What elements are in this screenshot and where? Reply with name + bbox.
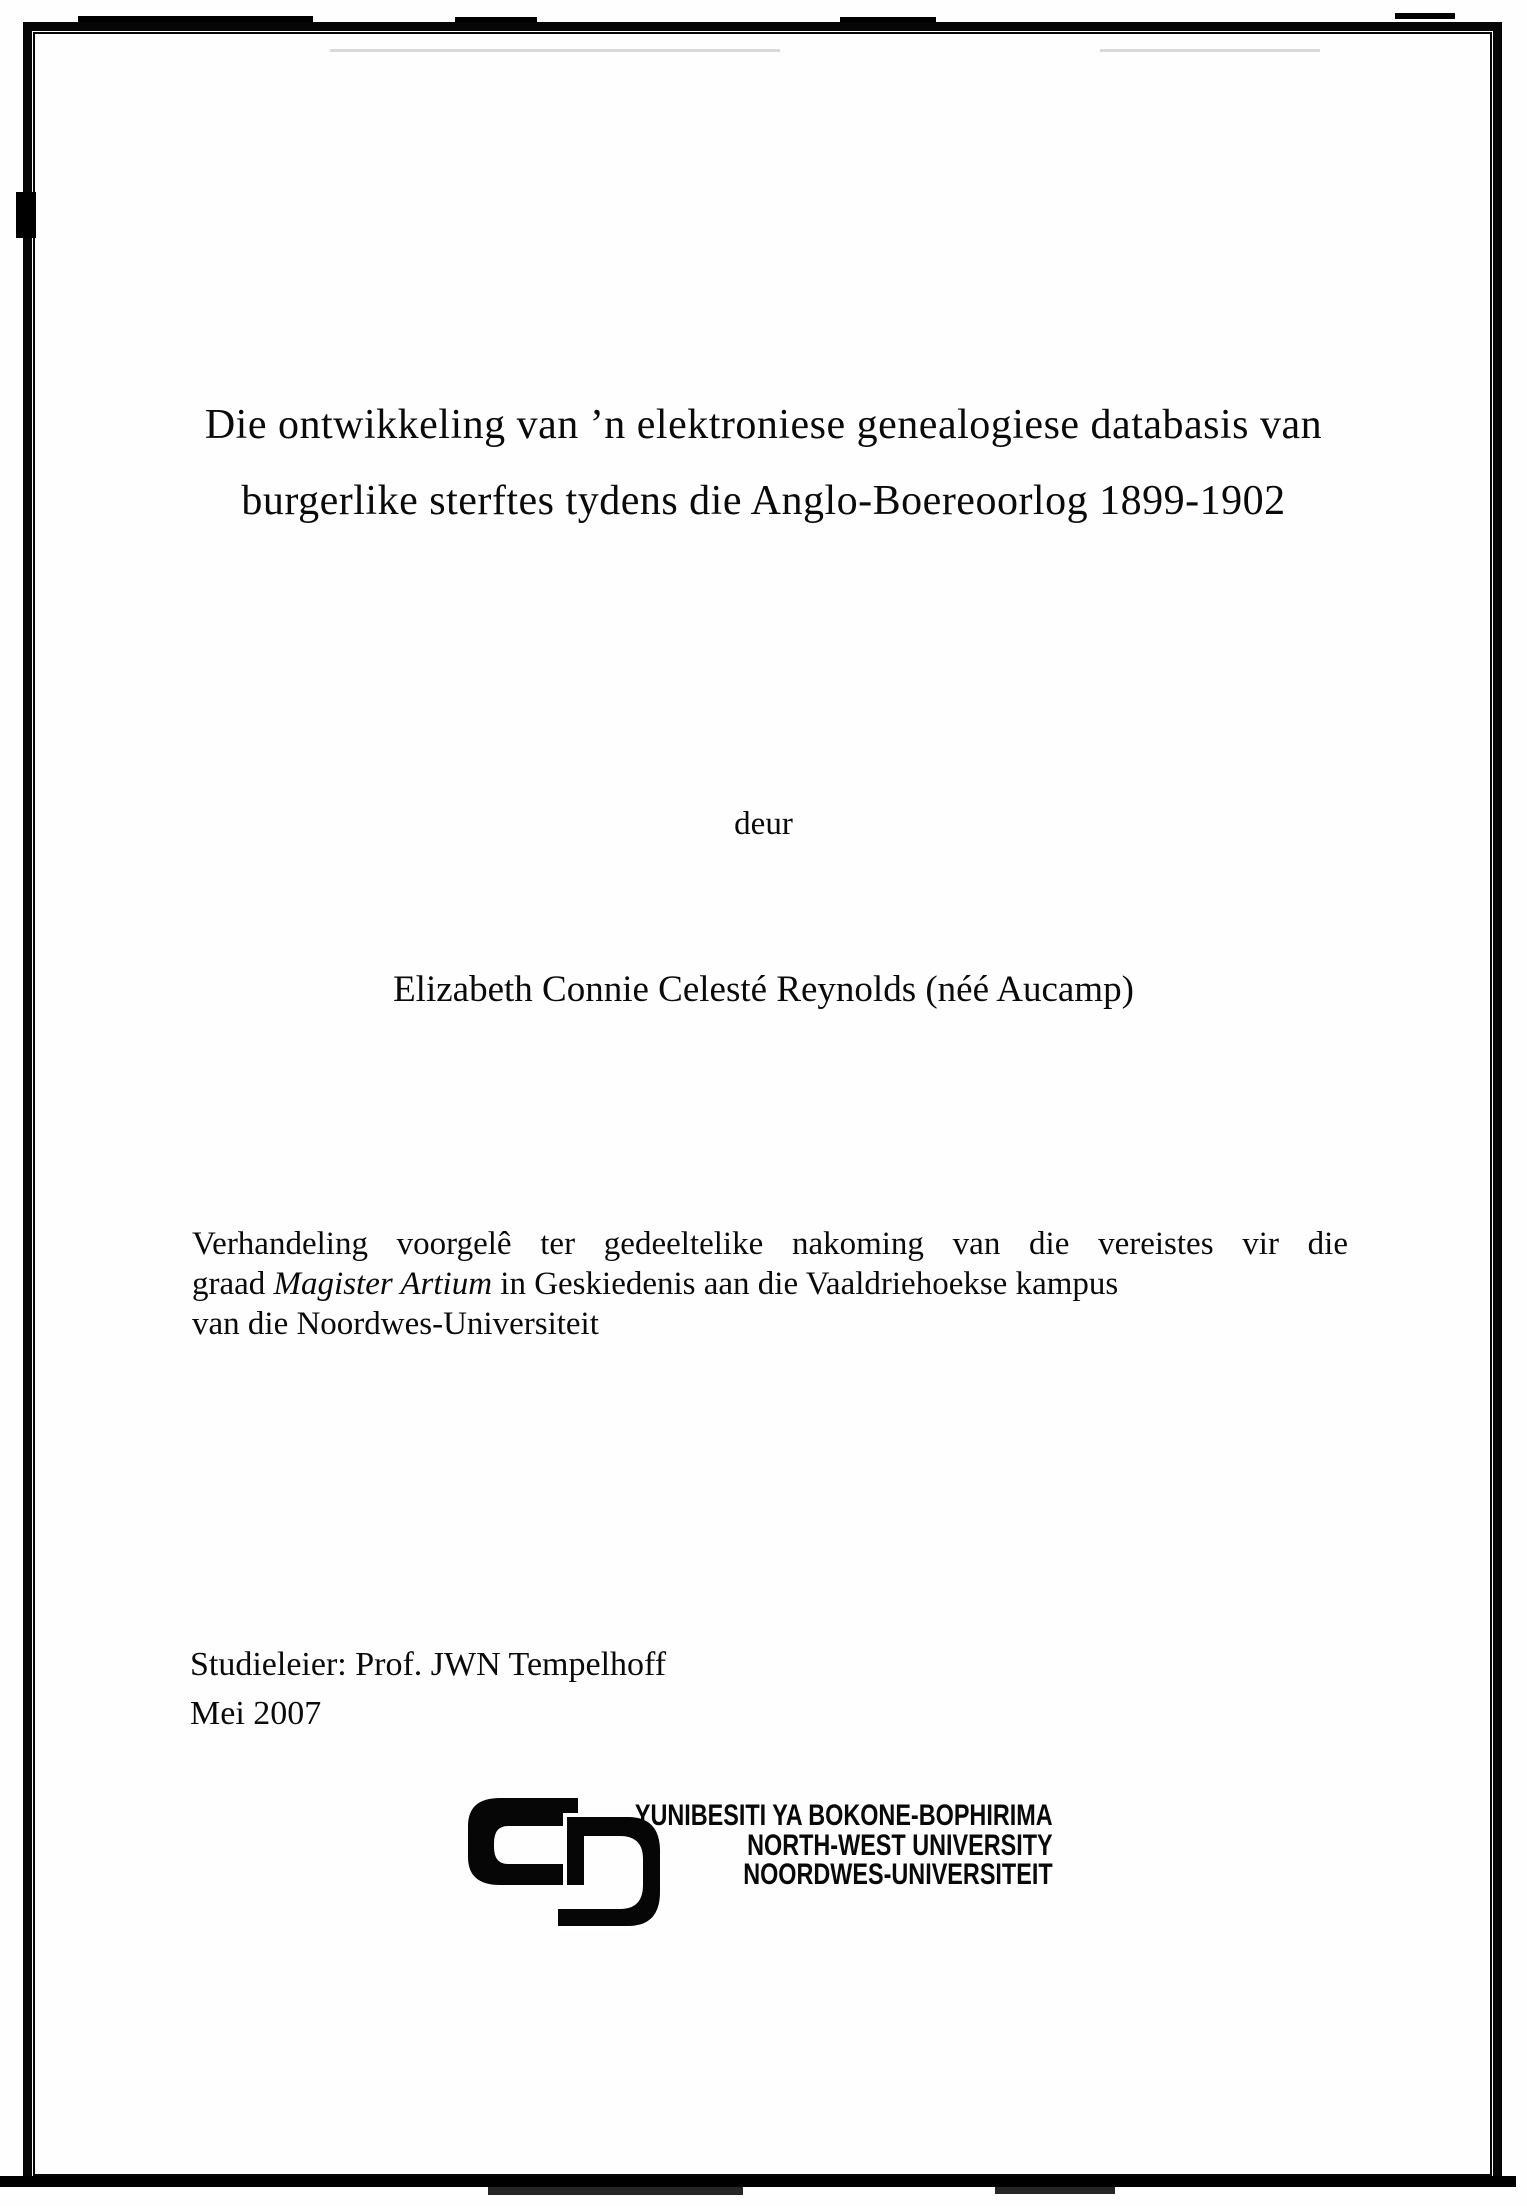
university-name-afrikaans: NOORDWES-UNIVERSITEIT: [743, 1858, 1053, 1891]
submission-line-3: van die Noordwes-Universiteit: [192, 1306, 599, 1342]
submission-line-2: [192, 1264, 1348, 1304]
byline-deur: deur: [734, 806, 793, 842]
supervisor-block: [190, 1640, 666, 1738]
thesis-title-line-2: burgerlike sterftes tydens die Anglo-Boereoorlog 1899-1902: [241, 478, 1286, 524]
scan-artifact: [840, 17, 936, 22]
submission-statement: [192, 1224, 1348, 1344]
university-name-block: [635, 1801, 1053, 1890]
degree-name-italic: Magister Artium: [273, 1266, 493, 1302]
scan-artifact: [1100, 49, 1320, 52]
submission-line-1: Verhandeling voorgelê ter gedeeltelike nakoming van die vereistes vir die: [192, 1226, 1348, 1262]
scan-artifact: [995, 2187, 1115, 2194]
scan-artifact: [16, 192, 36, 238]
thesis-title-line-1: Die ontwikkeling van ’n elektroniese genealogiese databasis van: [204, 402, 1323, 448]
scan-artifact: [330, 49, 780, 52]
scan-artifact: [78, 16, 313, 22]
author-name: Elizabeth Connie Celesté Reynolds (néé Aucamp): [393, 969, 1134, 1010]
scan-artifact: [1395, 13, 1455, 19]
university-name-setswana: YUNIBESITI YA BOKONE-BOPHIRIMA: [635, 1799, 1053, 1832]
university-name-english: NORTH-WEST UNIVERSITY: [747, 1828, 1053, 1862]
submission-line-2-pre: graad: [192, 1266, 274, 1302]
scan-artifact: [0, 2176, 1516, 2187]
supervisor-line: Studieleier: Prof. JWN Tempelhoff: [190, 1646, 667, 1683]
scan-artifact: [455, 17, 537, 22]
scan-artifact: [488, 2187, 743, 2195]
date-line: Mei 2007: [190, 1695, 322, 1732]
submission-line-2-post: in Geskiedenis aan die Vaaldriehoekse kampus: [492, 1266, 1119, 1302]
